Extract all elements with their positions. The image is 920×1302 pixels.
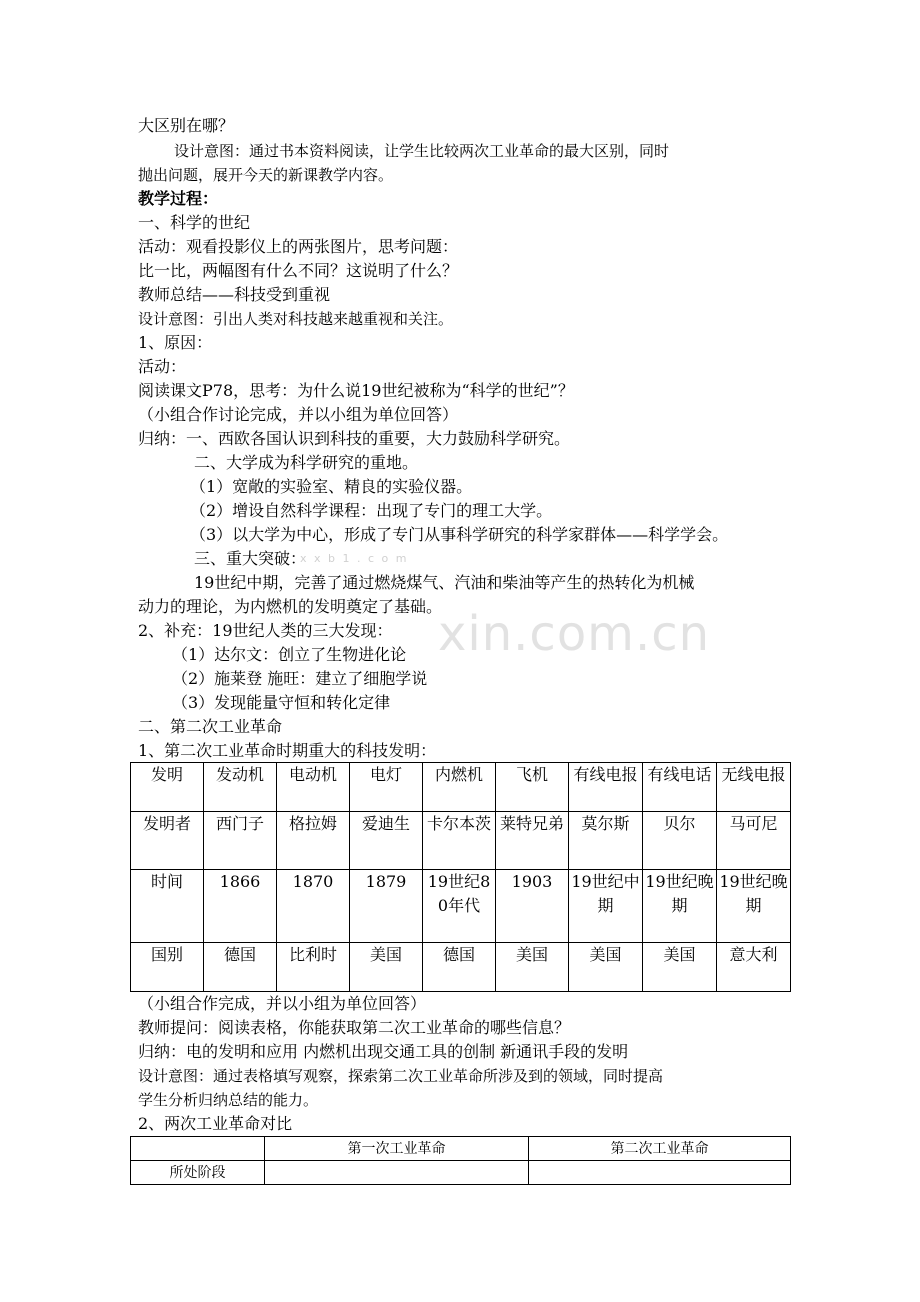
text-line: 归纳：一、西欧各国认识到科技的重要，大力鼓励科学研究。 — [138, 429, 571, 448]
table-cell: 发动机 — [204, 763, 277, 812]
text-line: 大区别在哪？ — [138, 116, 235, 135]
table-cell: 发明者 — [131, 812, 204, 870]
table-cell: 美国 — [350, 943, 423, 992]
table-cell: 无线电报 — [717, 763, 791, 812]
table-header-cell: 第二次工业革命 — [529, 1137, 791, 1161]
list-item: （2）施莱登 施旺：建立了细胞学说 — [172, 669, 428, 688]
table-cell: 电动机 — [277, 763, 350, 812]
subsection-title: 2、两次工业革命对比 — [138, 1114, 293, 1133]
table-cell: 电灯 — [350, 763, 423, 812]
table-cell: 发明 — [131, 763, 204, 812]
comparison-table — [130, 1136, 791, 1185]
table-row — [131, 870, 791, 943]
inventions-table — [130, 762, 791, 992]
text-line: 动力的理论，为内燃机的发明奠定了基础。 — [138, 597, 443, 616]
design-intent-line: 设计意图：通过表格填写观察，探索第二次工业革命所涉及到的领域，同时提高 — [138, 1067, 664, 1085]
table-header-cell: 第一次工业革命 — [265, 1137, 529, 1161]
table-cell: 有线电报 — [569, 763, 643, 812]
table-cell — [529, 1161, 791, 1185]
table-cell: 有线电话 — [643, 763, 717, 812]
subsection-title: 1、第二次工业革命时期重大的科技发明： — [138, 741, 437, 760]
table-cell: 19世纪晚期 — [717, 870, 791, 943]
table-cell: 1879 — [350, 870, 423, 943]
subsection-title: 1、原因： — [138, 333, 213, 352]
design-intent-line: 抛出问题，展开今天的新课教学内容。 — [138, 166, 394, 184]
watermark-small: x x b 1 . c o m — [300, 552, 409, 565]
table-cell: 西门子 — [204, 812, 277, 870]
table-cell: 格拉姆 — [277, 812, 350, 870]
table-cell: 卡尔本茨 — [423, 812, 496, 870]
table-cell: 19世纪晚期 — [643, 870, 717, 943]
table-row — [131, 763, 791, 812]
table-cell: 美国 — [569, 943, 643, 992]
table-cell: 19世纪中期 — [569, 870, 643, 943]
section-title: 二、第二次工业革命 — [138, 717, 283, 736]
table-cell: 1870 — [277, 870, 350, 943]
list-item: （1）达尔文：创立了生物进化论 — [172, 645, 407, 664]
design-intent-line: 设计意图：通过书本资料阅读，让学生比较两次工业革命的最大区别，同时 — [174, 142, 670, 160]
text-line: 二、大学成为科学研究的重地。 — [194, 453, 419, 472]
table-cell: 爱迪生 — [350, 812, 423, 870]
text-line: 19世纪中期，完善了通过燃烧煤气、汽油和柴油等产生的热转化为机械 — [194, 573, 695, 592]
design-intent-line: 学生分析归纳总结的能力。 — [138, 1091, 319, 1109]
list-item: （3）以大学为中心，形成了专门从事科学研究的科学家群体——科学学会。 — [190, 525, 729, 544]
table-cell: 内燃机 — [423, 763, 496, 812]
text-line: 活动： — [138, 357, 187, 376]
table-cell: 马可尼 — [717, 812, 791, 870]
table-cell: 所处阶段 — [131, 1161, 265, 1185]
text-line: （小组合作讨论完成，并以小组为单位回答） — [138, 405, 459, 424]
list-item: （1）宽敞的实验室、精良的实验仪器。 — [190, 477, 473, 496]
table-cell: 19世纪80年代 — [423, 870, 496, 943]
list-item: （2）增设自然科学课程：出现了专门的理工大学。 — [190, 501, 553, 520]
table-cell: 意大利 — [717, 943, 791, 992]
table-cell: 国别 — [131, 943, 204, 992]
table-cell: 美国 — [643, 943, 717, 992]
table-cell: 1866 — [204, 870, 277, 943]
text-line: 教师总结——科技受到重视 — [138, 285, 331, 304]
table-cell: 时间 — [131, 870, 204, 943]
section-title: 一、科学的世纪 — [138, 213, 251, 232]
table-header-cell — [131, 1137, 265, 1161]
text-line: 比一比，两幅图有什么不同？这说明了什么？ — [138, 261, 459, 280]
table-cell: 莱特兄弟 — [496, 812, 569, 870]
text-line: 活动：观看投影仪上的两张图片，思考问题： — [138, 237, 459, 256]
watermark-big: xin.com.cn — [438, 606, 711, 662]
text-line: （小组合作完成，并以小组为单位回答） — [138, 994, 427, 1013]
table-cell: 美国 — [496, 943, 569, 992]
table-cell: 德国 — [204, 943, 277, 992]
table-cell: 比利时 — [277, 943, 350, 992]
section-heading: 教学过程： — [138, 189, 219, 208]
table-header-row — [131, 1137, 791, 1161]
list-item: （3）发现能量守恒和转化定律 — [172, 693, 391, 712]
table-row — [131, 812, 791, 870]
text-line: 教师提问：阅读表格，你能获取第二次工业革命的哪些信息？ — [138, 1018, 571, 1037]
subsection-title: 2、补充：19世纪人类的三大发现： — [138, 621, 393, 640]
table-cell: 莫尔斯 — [569, 812, 643, 870]
table-row — [131, 943, 791, 992]
table-cell: 贝尔 — [643, 812, 717, 870]
table-cell: 1903 — [496, 870, 569, 943]
table-row — [131, 1161, 791, 1185]
design-intent-line: 设计意图：引出人类对科技越来越重视和关注。 — [138, 310, 454, 328]
table-cell: 德国 — [423, 943, 496, 992]
text-line: 归纳：电的发明和应用 内燃机出现交通工具的创制 新通讯手段的发明 — [138, 1042, 629, 1061]
text-line: 阅读课文P78，思考：为什么说19世纪被称为“科学的世纪”？ — [138, 381, 574, 400]
table-cell — [265, 1161, 529, 1185]
text-line: 三、重大突破： — [194, 549, 307, 568]
table-cell: 飞机 — [496, 763, 569, 812]
